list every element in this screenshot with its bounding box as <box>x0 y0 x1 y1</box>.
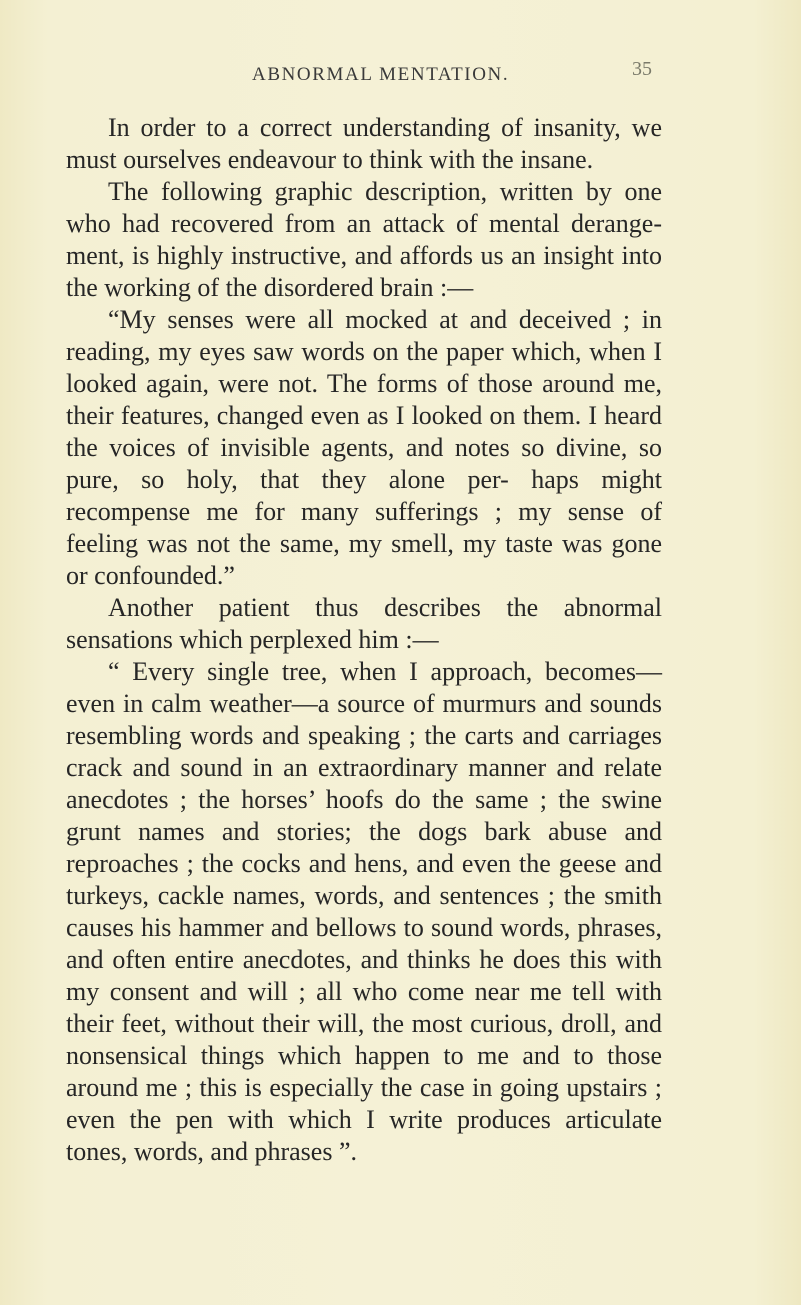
body-text <box>66 112 662 1168</box>
paragraph-another-patient: Another patient thus describes the abnormal sensations which perplexed him :— <box>66 593 662 654</box>
paragraph-graphic-description: The following graphic description, written by one who had recovered from an attack of mental derange- ment, is highly instructive, and affords us an insight into the working of the disordered brain :— <box>66 177 662 302</box>
paragraph-intro: In order to a correct understanding of insanity, we must ourselves endeavour to think with the insane. <box>66 113 662 174</box>
page-number: 35 <box>632 58 652 80</box>
quote-every-single-tree: “ Every single tree, when I approach, becomes— even in calm weather—a source of murmurs and sounds resembling words and speaking ; the carts and carriages crack and sound in an extraordinary manner and relate anecdotes ; the horses’ hoofs do the same ; the swine grunt names and stories; the dogs bark abuse and reproaches ; the cocks and hens, and even the geese and turkeys, cackle names, words, and sentences ; the smith causes his hammer and bellows to sound words, phrases, and often entire anecdotes, and thinks he does this with my consent and will ; all who come near me tell with their feet, without their will, the most curious, droll, and nonsensical things which happen to me and to those around me ; this is especially the case in going upstairs ; even the pen with which I write produces articulate tones, words, and phrases ”. <box>66 657 662 1166</box>
quote-senses-deceived: “My senses were all mocked at and deceived ; in reading, my eyes saw words on the paper which, when I looked again, were not. The forms of those around me, their features, changed even as I looked on them. I heard the voices of invisible agents, and notes so divine, so pure, so holy, that they alone per- haps might recompense me for many sufferings ; my sense of feeling was not the same, my smell, my taste was gone or confounded.” <box>66 305 662 590</box>
running-head <box>0 58 801 98</box>
running-title: ABNORMAL MENTATION. <box>252 64 510 85</box>
